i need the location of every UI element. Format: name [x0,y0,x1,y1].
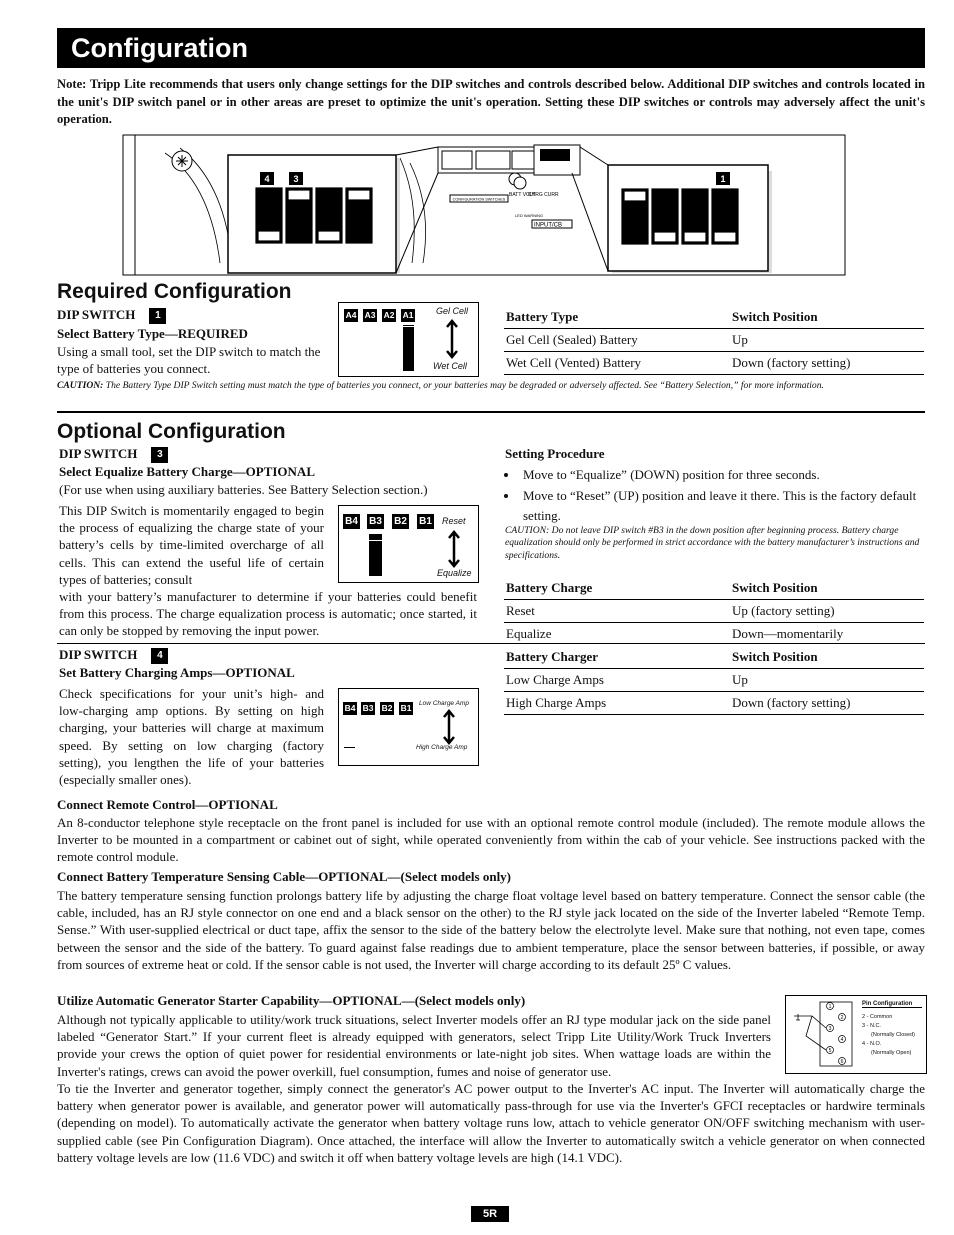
equalize-text-full: with your battery’s manufacturer to determine if your batteries could benefit from this process. The charge equalization process is automatic; once started, it can only be stopped by removing the input power. [59,589,477,639]
battery-charger-table-wrap [504,646,924,715]
input-cb-label: INPUT/CB [534,222,563,229]
page-number: 5R [471,1206,509,1222]
equalize-heading: Select Equalize Battery Charge—OPTIONAL [59,464,315,479]
setting-procedure-heading: Setting Procedure [505,446,605,461]
dip-switch-1-text: DIP SWITCH [57,307,136,322]
caution-text: The Battery Type DIP Switch setting must match the type of batteries you connect, or your batteries may be degraded or adversely affected. See “Battery Selection,” for more information. [105,380,824,391]
low-charge-amp-label: Low Charge Amp [419,700,469,707]
callout-label-1: 1 [720,174,726,184]
table-row [504,600,924,623]
switch-b4-label: B4 [344,703,356,713]
callout-label-4: 4 [264,174,270,184]
dip-switch-panel-diagram [120,133,850,278]
generator-heading: Utilize Automatic Generator Starter Capability—OPTIONAL—(Select models only) [57,993,526,1008]
switch-b3-label: B3 [362,703,374,713]
up-down-arrow-icon [442,709,456,745]
dip-switch-4-number: 4 [151,648,168,664]
switch-a3-label: A3 [364,310,376,320]
switch-b1-label: B1 [400,703,412,713]
gel-cell-label: Gel Cell [436,306,469,316]
dip-switch-3-text: DIP SWITCH [59,446,138,461]
pin-number-6: 6 [840,1059,844,1065]
caution-label: CAUTION: [505,525,550,536]
dip-switch-b-amps-diagram [338,688,479,766]
pin-item: (Normally Closed) [871,1032,916,1038]
pin-item: 4 - N.O. [862,1041,882,1047]
table-header: Switch Position [730,646,924,669]
list-item: • Move to “Equalize” (DOWN) position for three seconds. [519,465,923,486]
switch-b4-marker [344,747,355,748]
equalize-text-side: This DIP Switch is momentarily engaged to begin the process of equalizing the charge state of your battery’s cells by time-limited overcharge of all cells. This can extend the useful life of certain types of batteries; consult [59,503,324,587]
equalize-label: Equalize [437,568,472,578]
battery-charge-table [504,577,924,645]
battery-type-caution [57,380,925,392]
table-cell: High Charge Amps [504,692,730,715]
generator-text-full: To tie the Inverter and generator together, simply connect the generator's AC power output to the Inverter's AC input. The Inverter will automatically charge the battery when generator power is available, and generator power will automatically pass-through for use via the Inverter's GFCI receptacles or hardwire terminals (depending on model). To automatically activate the generator when battery voltage runs low, attach to vehicle generator ON/OFF switching mechanism with user-supplied cable (see Pin Configuration Diagram). Once attached, the interface will allow the Inverter to automatically switch a vehicle generator on when connected battery voltage levels are low (11.6 VDC) and switch it off when battery voltage levels are high (14.1 VDC). [57,1081,925,1165]
table-row [504,669,924,692]
required-config-heading: Required Configuration [57,280,292,303]
table-header-row [504,306,924,329]
dip-switch-4-text: DIP SWITCH [59,647,138,662]
table-header: Battery Charger [504,646,730,669]
table-header-row [504,577,924,600]
battery-type-text: Using a small tool, set the DIP switch to match the type of batteries you connect. [57,344,321,377]
select-battery-type-heading: Select Battery Type—REQUIRED [57,326,248,341]
config-switches-label: CONFIGURATION SWITCHES [452,197,506,202]
pin-item: (Normally Open) [871,1050,912,1056]
pin-number-2: 2 [840,1015,844,1021]
pin-number-4: 4 [840,1037,844,1043]
table-cell: Up [730,329,924,352]
pin-config-title: Pin Configuration [862,1001,922,1008]
temp-sensing-heading: Connect Battery Temperature Sensing Cable—OPTIONAL—(Select models only) [57,869,512,884]
title-bar [57,28,925,68]
equalize-intro: (For use when using auxiliary batteries. See Battery Selection section.) [59,482,428,497]
pin-item: 2 - Common [862,1014,893,1020]
caution-label: CAUTION: [57,380,104,391]
caution-text: Do not leave DIP switch #B3 in the down position after beginning process. Battery charge equalization should only be performed in strict accordance with the battery manufacturer’s instructions and specifications. [505,525,920,561]
switch-b4-label: B4 [343,514,360,529]
remote-control-text: An 8-conductor telephone style receptacle on the front panel is included for use with an optional remote control module (included). The remote module allows the Inverter to be mounted in a compartment or cabinet out of sight, while operated conveniently from within the cab of your vehicle. See instructions packed with the remote control module. [57,815,925,865]
table-header-row [504,646,924,669]
switch-b2-label: B2 [392,514,409,529]
pin-number-5: 5 [828,1048,832,1054]
table-row [504,329,924,352]
table-header: Battery Charge [504,577,730,600]
switch-a1-label: A1 [402,310,414,320]
table-cell: Down (factory setting) [730,352,924,375]
charging-amps-heading: Set Battery Charging Amps—OPTIONAL [59,665,295,680]
section-divider [57,411,925,413]
switch-b2-label: B2 [381,703,393,713]
pin-item: 3 - N.C. [862,1023,881,1029]
dip-switch-3-label [59,446,168,463]
page-title: Configuration [71,33,248,63]
battery-charge-table-wrap [504,577,924,645]
pin-config-list [862,1013,915,1058]
temp-sensing-text: The battery temperature sensing function prolongs battery life by adjusting the charge float voltage level based on battery temperature. Connect the sensor cable (the cable, included, has an RJ style connector on one end and a black sensor on the other) to the RJ style jack located on the side of the Inverter labeled “Remote Temp. Sense.” With user-supplied electrical or duct tape, affix the sensor to the side of the battery below the electrolyte level. Make sure that nothing, not even tape, comes between the sensor and the side of the battery. To guard against false readings due to ambient temperature, place the sensor between batteries, if possible, or away from sources of extreme heat or cold. If the sensor cable is not used, the Inverter will charge according to its default 25º C values. [57,888,925,972]
table-cell: Low Charge Amps [504,669,730,692]
note-paragraph: Note: Tripp Lite recommends that users only change settings for the DIP switches and controls described below. Additional DIP switches and controls located in the unit's DIP switch panel or in other areas are preset to optimize the unit's operation. Setting these DIP switches or controls may adversely affect the unit's operation. [57,77,925,126]
pin-number-3: 3 [828,1026,832,1032]
dip-switch-3-number: 3 [151,447,168,463]
dip-switch-a-diagram [338,302,479,377]
table-cell: Up (factory setting) [730,600,924,623]
table-cell: Up [730,669,924,692]
remote-control-heading: Connect Remote Control—OPTIONAL [57,797,278,812]
table-header: Switch Position [730,577,924,600]
up-down-arrow-icon [447,530,461,568]
dip-switch-4-label [59,647,168,664]
high-charge-amp-label: High Charge Amp [416,744,468,751]
table-cell: Down—momentarily [732,626,844,641]
reset-label: Reset [442,516,466,526]
wet-cell-label: Wet Cell [433,361,467,371]
chrg-curr-label: CHRG CURR [528,192,559,198]
table-cell: Down (factory setting) [730,692,924,715]
switch-b3-label: B3 [367,514,384,529]
equalize-caution [505,525,925,562]
battery-type-table-wrap [504,306,924,375]
section-divider [57,643,925,644]
switch-b3-slot [369,534,382,576]
battery-type-table [504,306,924,375]
led-warning-label: LED WARNING [515,213,544,218]
switch-a4-label: A4 [345,310,357,320]
dip-switch-1-label [57,307,166,324]
table-row [504,352,924,375]
optional-config-heading: Optional Configuration [57,420,286,443]
table-header: Switch Position [730,306,924,329]
switch-a2-label: A2 [383,310,395,320]
switch-b1-label: B1 [417,514,434,529]
callout-label-3: 3 [293,174,299,184]
dip-switch-b-equalize-diagram [338,505,479,583]
battery-charger-table [504,646,924,715]
pin-number-1: 1 [828,1004,832,1010]
dip-switch-1-number: 1 [149,308,166,324]
table-cell: Reset [504,600,730,623]
table-header: Battery Type [504,306,730,329]
charging-amps-text: Check specifications for your unit’s high- and low-charging amp options. By setting on high charging, your batteries will charge at maximum speed. By setting on low charging (factory setting), you lengthen the life of your batteries (especially smaller ones). [59,686,324,788]
table-cell: Gel Cell (Sealed) Battery [504,329,730,352]
pin-configuration-diagram [785,995,927,1074]
generator-text-side: Although not typically applicable to utility/work truck situations, select Inverter models offer an RJ type modular jack on the side panel labeled “Generator Start.” If your current fleet is already equipped with generators, select Tripp Lite Utility/Work Truck Inverters provide your crews the option of quiet power for residential environments or late-night job sites. When wattage loads are within the Inverter's ratings, crews can avoid the power overkill, fuel consumption, fumes and noise of generator use. [57,1012,771,1079]
up-down-arrow-icon [445,319,459,359]
list-item: • Move to “Reset” (UP) position and leave it there. This is the factory default setting. [519,486,923,527]
table-cell: Wet Cell (Vented) Battery [504,352,730,375]
switch-a1-slot [403,325,414,371]
table-cell: Equalize [506,626,552,641]
table-row [504,692,924,715]
table-row [504,623,924,646]
setting-procedure-list [505,465,923,527]
batt-volt-label: BATT VOLT [509,192,536,198]
